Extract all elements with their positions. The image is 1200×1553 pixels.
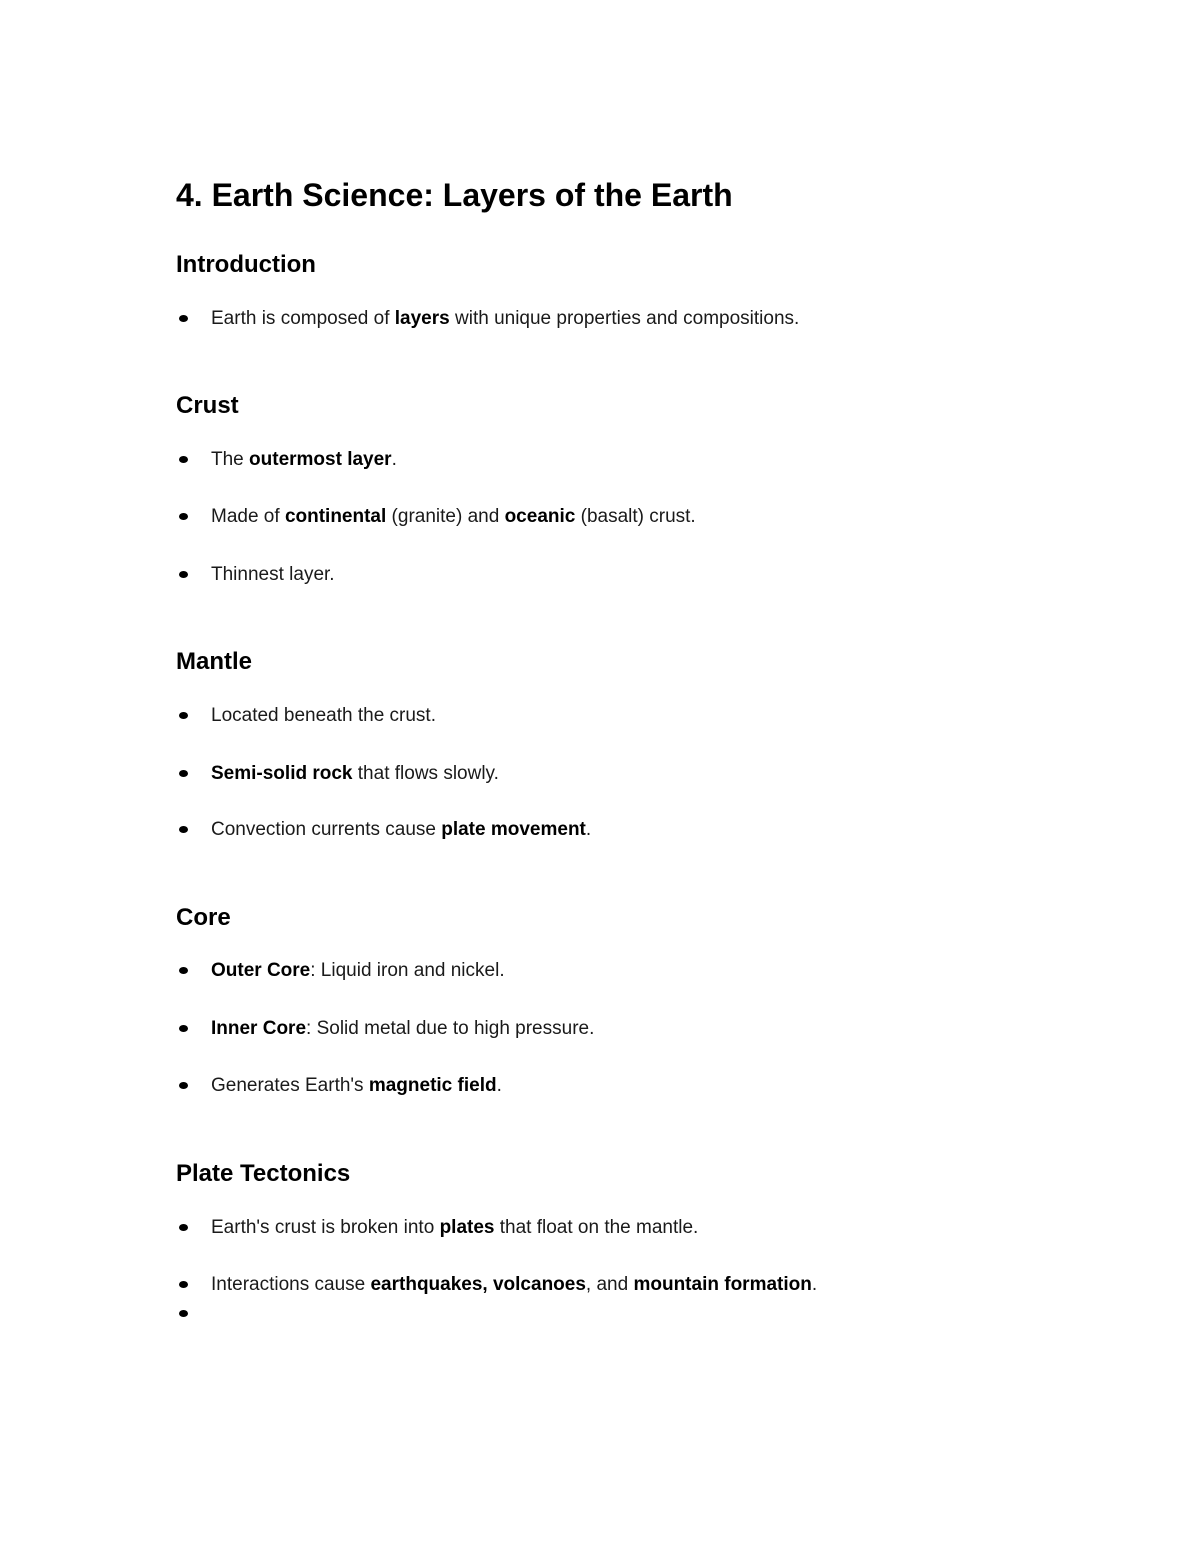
list-item xyxy=(176,503,1076,531)
bold-term: Inner Core xyxy=(211,1018,307,1039)
text-run: . xyxy=(391,449,397,470)
text-run: , and xyxy=(585,1274,634,1295)
section-heading: Mantle xyxy=(176,648,253,675)
bold-term: layers xyxy=(394,308,450,329)
bold-term: mountain formation xyxy=(633,1274,812,1295)
list-item xyxy=(176,446,1076,474)
text-run: Thinnest layer. xyxy=(211,564,335,585)
text-run: Earth's crust is broken into xyxy=(211,1217,440,1238)
list-item-text xyxy=(211,561,335,589)
section-heading: Core xyxy=(176,904,231,931)
bullet-icon xyxy=(179,1310,188,1317)
list-item-text xyxy=(211,702,436,730)
text-run: Generates Earth's xyxy=(211,1075,369,1096)
bold-term: continental xyxy=(284,506,387,527)
text-run: (basalt) crust. xyxy=(575,506,696,527)
list-item xyxy=(176,1214,1076,1242)
text-run: Located beneath the crust. xyxy=(211,705,436,726)
bullet-icon xyxy=(179,513,188,520)
list-item xyxy=(176,816,1076,844)
bold-term: Semi-solid rock xyxy=(211,763,353,784)
list-item-text xyxy=(211,760,499,788)
list-item-text xyxy=(211,305,799,333)
bold-term: plate movement xyxy=(441,819,586,840)
text-run: that flows slowly. xyxy=(352,763,499,784)
bullet-icon xyxy=(179,571,188,578)
bold-term: plates xyxy=(439,1217,495,1238)
text-run: that float on the mantle. xyxy=(494,1217,699,1238)
text-run: Interactions cause xyxy=(211,1274,371,1295)
bullet-icon xyxy=(179,1281,188,1288)
bullet-icon xyxy=(179,1025,188,1032)
text-run: . xyxy=(585,819,592,840)
list-item-text xyxy=(211,816,591,844)
list-item xyxy=(176,1072,1076,1100)
bullet-icon xyxy=(179,456,188,463)
section-heading: Introduction xyxy=(176,251,316,278)
list-item xyxy=(176,760,1076,788)
bullet-icon xyxy=(179,315,188,322)
bullet-icon xyxy=(179,967,188,974)
bullet-icon xyxy=(179,712,188,719)
bold-term: outermost layer xyxy=(249,449,392,470)
list-item xyxy=(176,305,1076,333)
document-title: 4. Earth Science: Layers of the Earth xyxy=(176,177,733,213)
text-run: (granite) and xyxy=(386,506,505,527)
text-run: Earth is composed of xyxy=(211,308,395,329)
list-item-text xyxy=(211,1214,698,1242)
text-run: Made of xyxy=(211,506,285,527)
list-item xyxy=(176,702,1076,730)
bullet-icon xyxy=(179,1082,188,1089)
text-run: The xyxy=(211,449,250,470)
text-run: . xyxy=(496,1075,502,1096)
list-item xyxy=(176,957,1076,985)
bold-term: oceanic xyxy=(504,506,576,527)
text-run: Convection currents cause xyxy=(211,819,442,840)
bullet-icon xyxy=(179,826,188,833)
list-item xyxy=(176,1300,1076,1328)
section-heading: Plate Tectonics xyxy=(176,1160,351,1187)
list-item-text xyxy=(211,1015,594,1043)
list-item xyxy=(176,1015,1076,1043)
section-heading: Crust xyxy=(176,392,239,419)
list-item-text xyxy=(211,446,397,474)
text-run: : Liquid iron and nickel. xyxy=(310,960,505,981)
bullet-icon xyxy=(179,770,188,777)
bold-term: Outer Core xyxy=(211,960,311,981)
text-run: : Solid metal due to high pressure. xyxy=(306,1018,595,1039)
list-item xyxy=(176,1271,1076,1299)
list-item-text xyxy=(211,1271,817,1299)
text-run: . xyxy=(811,1274,818,1295)
bold-term: earthquakes, volcanoes xyxy=(370,1274,586,1295)
bold-term: magnetic field xyxy=(368,1075,497,1096)
list-item-text xyxy=(211,1072,502,1100)
text-run: with unique properties and compositions. xyxy=(449,308,800,329)
list-item xyxy=(176,561,1076,589)
bullet-icon xyxy=(179,1224,188,1231)
list-item-text xyxy=(211,957,505,985)
list-item-text xyxy=(211,503,696,531)
